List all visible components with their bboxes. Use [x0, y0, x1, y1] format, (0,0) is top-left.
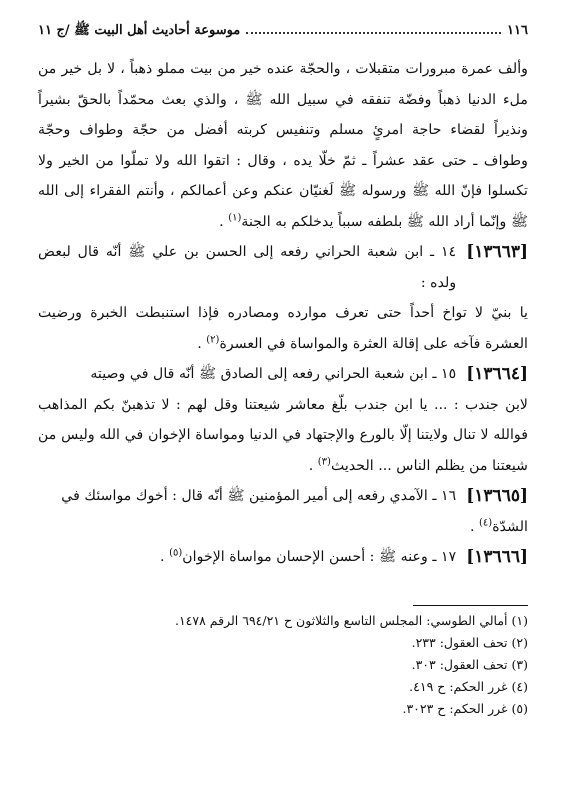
- hadith-entry: [38, 542, 528, 573]
- period: .: [160, 549, 170, 565]
- hadith-number: [١٣٦٦٦]: [466, 547, 528, 567]
- intro-text: وألف عمرة مبرورات متقبلات ، والحجّة عنده خير من بيت مملو ذهباً ، لا بل خير من ملء الدنيا ذهباً وفضّة تنفقه في سبيل الله ﷺ ، والذي بعث محمّداً بالحقّ بشيراً ونذيراً لقضاء حاجة امرئٍ مسلم وتنفيس كربته أفضل من حجّة وطواف وحجّة وطواف ـ حتى عقد عشراً ـ ثمّ خلّا يده ، وقال : اتقوا الله ولا تملّوا من الخير ولا تكسلوا فإنّ الله ﷺ ورسوله ﷺ لَغنيّان عنكم وعن أعمالكم ، وأنتم الفقراء إلى الله ﷺ وإنّما أراد الله ﷺ بلطفه سبباً يدخلكم به الجنة: [38, 61, 528, 230]
- footnote-ref: (٣): [317, 455, 331, 467]
- footnote-ref: (٢): [206, 333, 220, 345]
- hadith-number: [١٣٦٦٤]: [466, 364, 528, 384]
- period: .: [469, 518, 479, 535]
- period: .: [219, 213, 229, 230]
- running-header: [38, 22, 528, 42]
- footnote-ref: (١): [228, 211, 242, 223]
- footnote-item: (٣) تحف العقول: ٣٠٣.: [411, 656, 528, 672]
- period: .: [197, 335, 207, 352]
- hadith-text: الشدّة: [492, 518, 528, 535]
- footnote-ref: (٤): [479, 516, 493, 528]
- footnote-item: (٢) تحف العقول: ٢٣٣.: [411, 634, 528, 650]
- footnote-rule: [413, 605, 528, 606]
- hadith-first-line: ١٥ ـ ابن شعبة الحراني رفعه إلى الصادق ﷺ أنّه قال في وصيته: [90, 366, 457, 382]
- page-number: ١١٦: [507, 23, 528, 38]
- hadith-text: يا بنيّ لا تواخ أحداً حتى تعرف موارده ومصادره فإذا استنبطت الخبرة ورضيت العشرة فآخه على إقالة العثرة والمواساة في العسرة: [38, 305, 528, 352]
- hadith-entry: [38, 237, 528, 359]
- hadith-entry: [38, 359, 528, 481]
- footnotes: [38, 605, 528, 720]
- hadith-entry: [38, 481, 528, 542]
- hadith-first-line: ١٧ ـ وعنه ﷺ : أحسن الإحسان مواساة الإخوان: [182, 549, 457, 565]
- page: [38, 22, 528, 720]
- hadith-number: [١٣٦٦٣]: [466, 242, 528, 262]
- footnote-item: (٥) غرر الحكم: ح ٣٠٢٣.: [402, 700, 528, 716]
- period: .: [308, 457, 318, 474]
- footnote-item: (٤) غرر الحكم: ح ٤١٩.: [409, 678, 528, 694]
- hadith-first-line: ١٦ ـ الآمدي رفعه إلى أمير المؤمنين ﷺ أنّه قال : أخوك مواسئك في: [61, 488, 457, 504]
- hadith-number: [١٣٦٦٥]: [466, 486, 528, 506]
- book-title: موسوعة أحاديث أهل البيت ﷺ /ج ١١: [38, 23, 241, 38]
- hadith-text: لابن جندب : ... يا ابن جندب بلّغ معاشر شيعتنا وقل لهم : لا تذهبنّ بكم المذاهب فوالله لا تنال ولايتنا إلّا بالورع والإجتهاد في الدنيا ومواساة الإخوان في الله وليس من شيعتنا من يظلم الناس ... الحديث: [38, 396, 528, 474]
- footnote-ref: (٥): [169, 547, 183, 559]
- hadith-first-line: ١٤ ـ ابن شعبة الحراني رفعه إلى الحسن بن علي ﷺ أنّه قال لبعض ولده :: [38, 244, 457, 291]
- intro-paragraph: [38, 54, 528, 237]
- footnote-item: (١) أمالي الطوسي: المجلس التاسع والثلاثون ح ٦٩٤/٢١ الرقم ١٤٧٨.: [174, 612, 528, 628]
- header-dot-leader: [246, 22, 501, 34]
- main-text: [38, 54, 528, 573]
